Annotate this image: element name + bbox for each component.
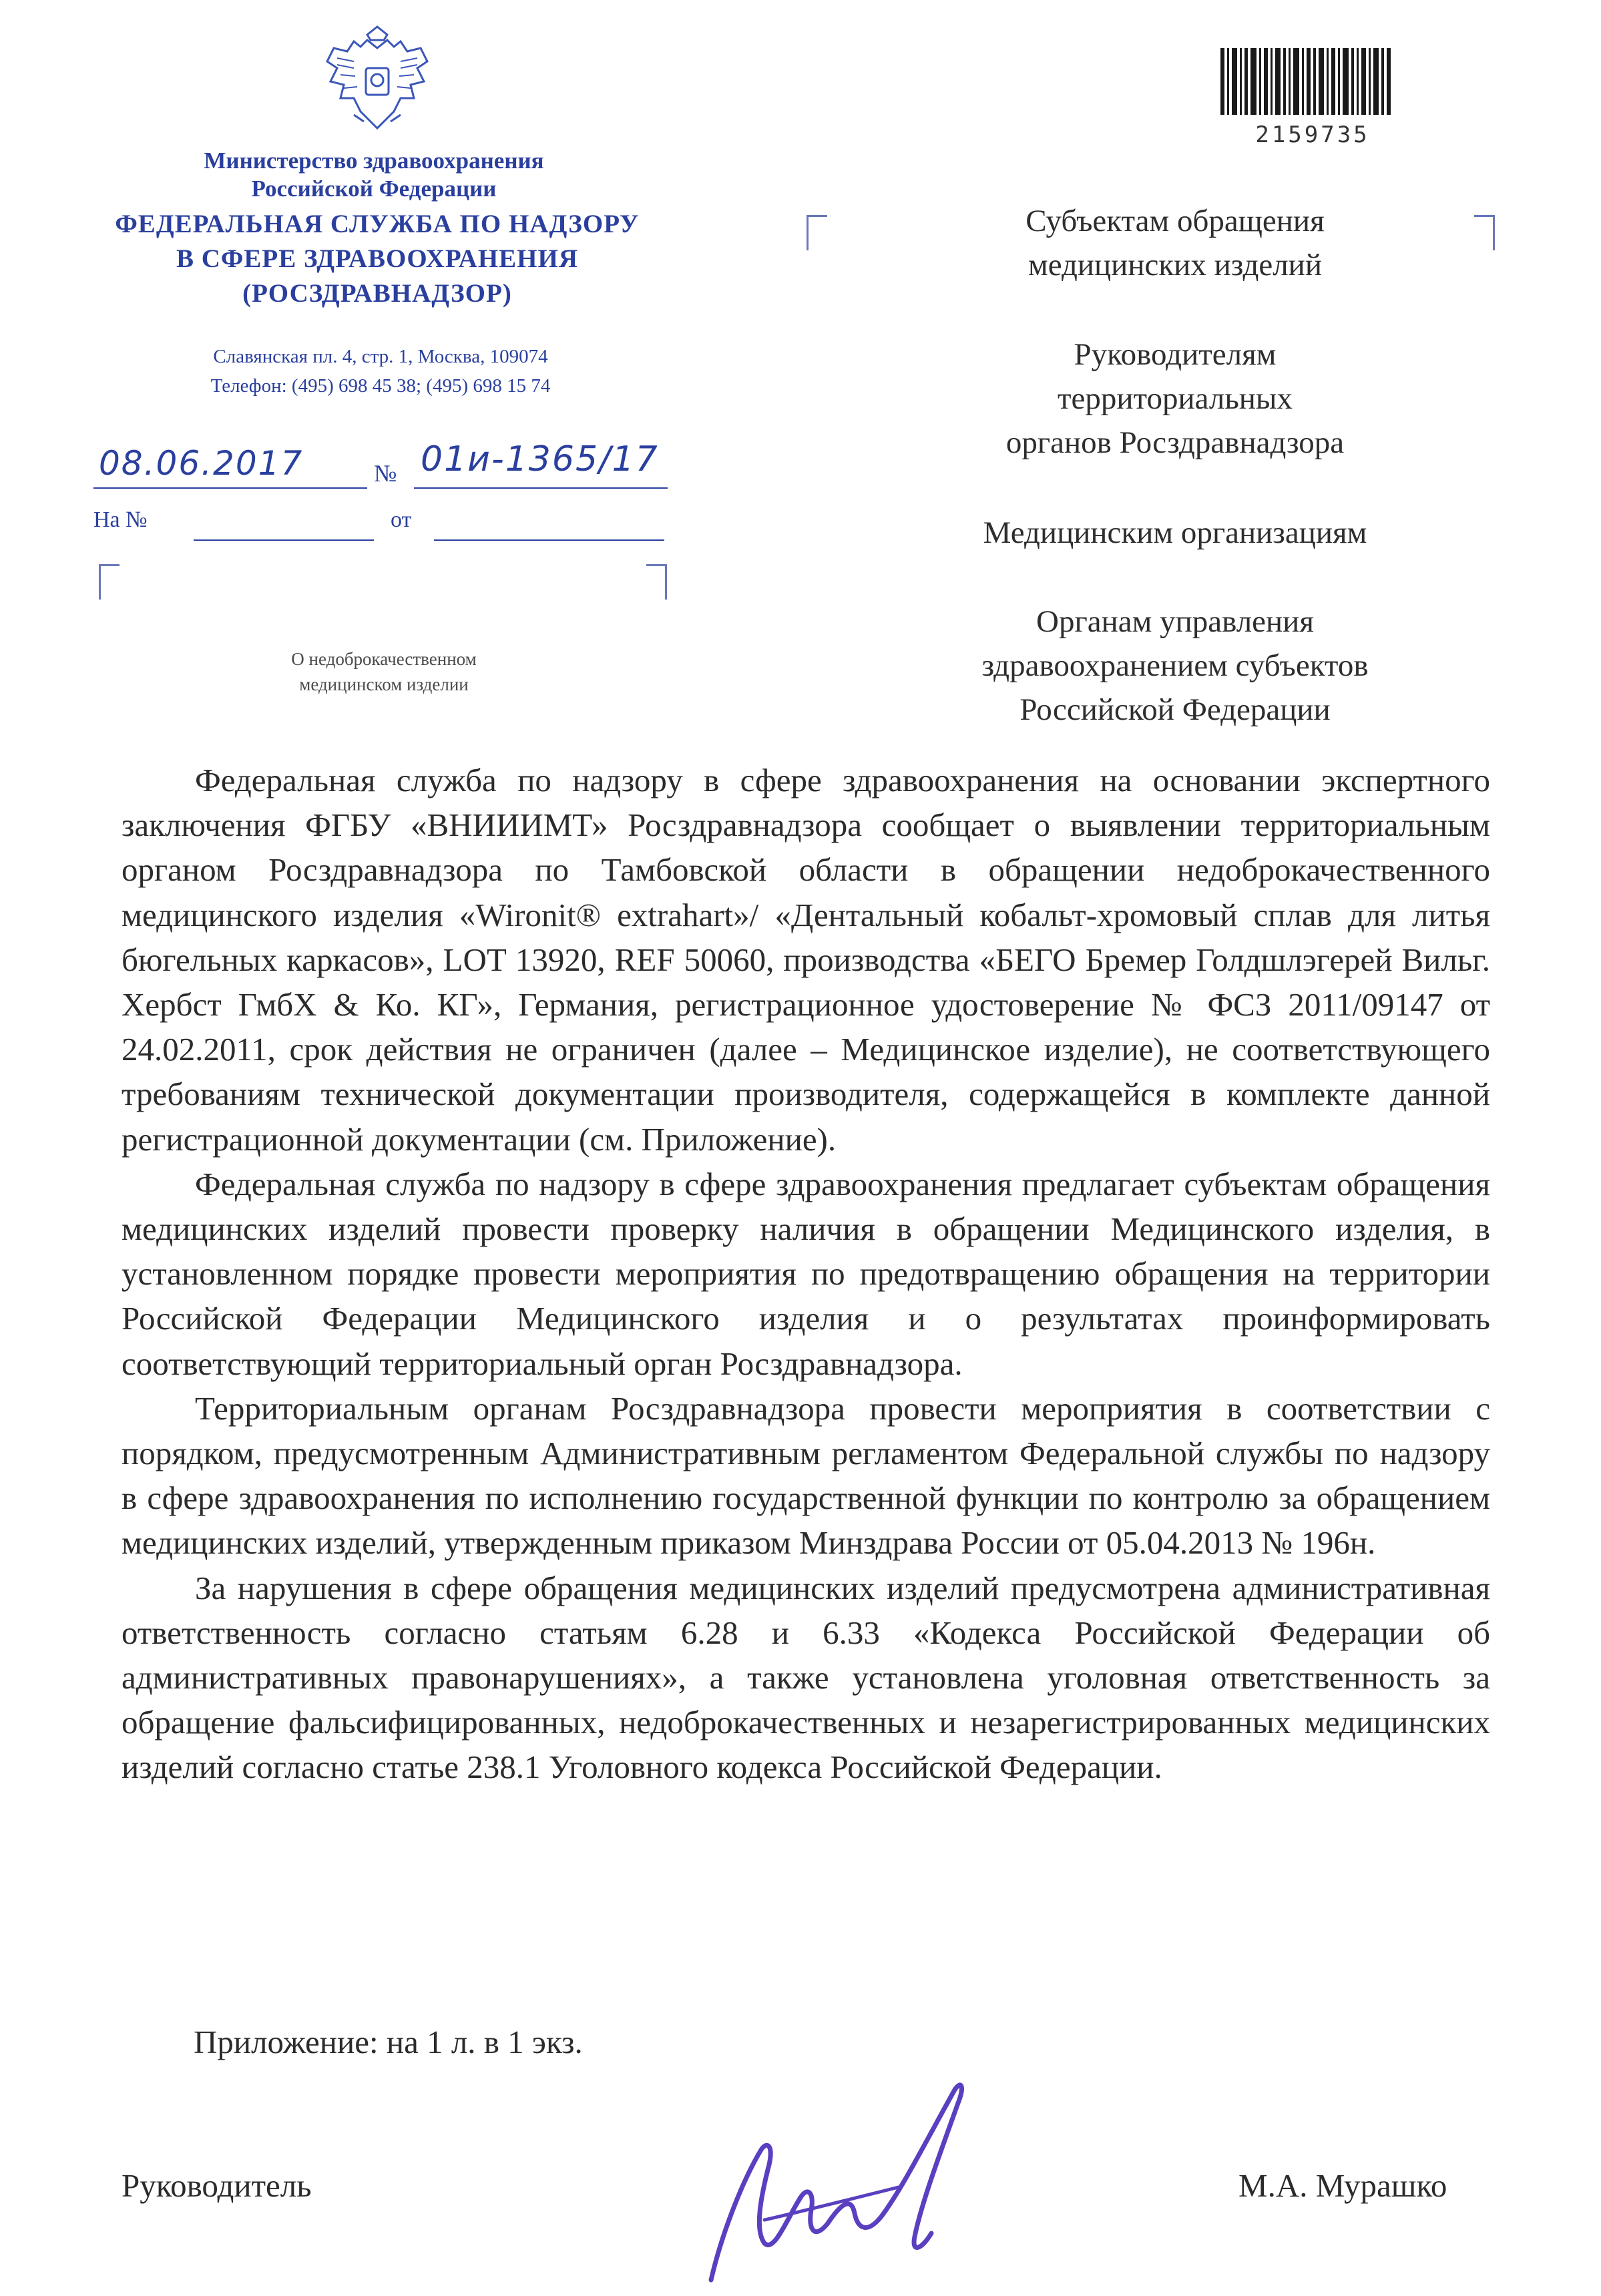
barcode-number: 2159735 (1255, 122, 1370, 148)
subject-corner-left (99, 564, 120, 600)
appendix-note: Приложение: на 1 л. в 1 экз. (194, 2024, 583, 2060)
body-paragraph: Федеральная служба по надзору в сфере здравоохранения на основании экспертного заключения ФГБУ «ВНИИИМТ» Росздравнадзора сообщает о выявлении территориальным органом Росздравнадзора по Тамбовской области в обращении недоброкачественного медицинского изделия «Wironit® extrahart»/ «Дентальный кобальт-хромовый сплав для литья бюгельных каркасов», LOT 13920, REF 50060, производства «БЕГО Бремер Голдшлэгерей Вильг. Хербст ГмбХ & Ко. КГ», Германия, регистрационное удостоверение № ФСЗ 2011/09147 от 24.02.2011, срок действия не ограничен (далее – Медицинское изделие), не соответствующего требованиям технической документации производителя, содержащейся в комплекте данной регистрационной документации (см. Приложение). (122, 762, 1490, 1158)
subject-line-2: медицинском изделии (299, 674, 469, 694)
letterhead-address (140, 342, 621, 401)
handwritten-signature-icon (701, 2070, 1008, 2290)
addressee-corner-left (807, 215, 827, 250)
subject-corner-right (646, 564, 667, 600)
addressee-corner-right (1474, 215, 1495, 250)
reply-number-underline (194, 539, 374, 541)
addressee-line: органов Росздравнадзора (1005, 425, 1345, 460)
subject-line-1: О недоброкачественном (291, 649, 477, 669)
service-name (87, 207, 668, 311)
addressee-line: Органам управления (1036, 604, 1314, 639)
body-paragraph: Территориальным органам Росздравнадзора провести мероприятия в соответствии с порядком, предусмотренным Административным регламентом Федеральной службы по надзору в сфере здравоохранения по исполнению государственной функции по контролю за обращением медицинских изделий, утвержденным приказом Минздрава России от 05.04.2013 № 196н. (122, 1389, 1490, 1562)
addressee-line: Медицинским организациям (983, 515, 1367, 550)
body-paragraph: За нарушения в сфере обращения медицинских изделий предусмотрена административная ответственность согласно статьям 6.28 и 6.33 «Кодекса Российской Федерации об административных правонарушениях», а также установлена уголовная ответственность за обращение фальсифицированных, недоброкачественных и незарегистрированных медицинских изделий согласно статье 238.1 Уголовного кодекса Российской Федерации. (122, 1569, 1490, 1786)
number-sign: № (374, 460, 397, 487)
addressee-block (895, 511, 1455, 555)
addressee-line: медицинских изделий (1027, 248, 1322, 282)
addressee-block (895, 600, 1455, 732)
registration-number: 01и-1365/17 (421, 439, 659, 479)
phone-line: Телефон: (495) 698 45 38; (495) 698 15 74 (210, 375, 551, 397)
registration-date: 08.06.2017 (99, 444, 304, 483)
service-line-1: ФЕДЕРАЛЬНАЯ СЛУЖБА ПО НАДЗОРУ (115, 210, 640, 238)
letter-subject (257, 646, 511, 697)
ministry-line-1: Министерство здравоохранения (204, 148, 544, 174)
ministry-line-2: Российской Федерации (251, 176, 497, 202)
service-line-2: В СФЕРЕ ЗДРАВООХРАНЕНИЯ (176, 244, 579, 273)
addressee-line: здравоохранением субъектов (981, 648, 1369, 683)
reply-date-label: от (391, 507, 412, 532)
addressee-line: территориальных (1057, 381, 1293, 416)
addressee-block (895, 332, 1455, 465)
service-line-3: (РОСЗДРАВНАДЗОР) (242, 279, 512, 308)
reply-to-number-label: На № (93, 507, 148, 532)
addressee-line: Российской Федерации (1019, 692, 1331, 727)
reply-date-underline (434, 539, 664, 541)
signer-name: М.А. Мурашко (1238, 2167, 1447, 2204)
date-underline (93, 487, 367, 489)
addressee-block (895, 199, 1455, 287)
letter-body (122, 758, 1490, 1790)
body-paragraph: Федеральная служба по надзору в сфере здравоохранения предлагает субъектам обращения медицинских изделий провести проверку наличия в обращении Медицинского изделия, в установленном порядке провести мероприятия по предотвращению обращения на территории Российской Федерации Медицинского изделия и о результатах проинформировать соответствующий территориальный орган Росздравнадзора. (122, 1165, 1490, 1382)
addressee-line: Субъектам обращения (1025, 204, 1325, 238)
addressee-line: Руководителям (1074, 337, 1277, 372)
number-underline (414, 487, 668, 489)
ministry-name (154, 147, 594, 203)
signer-role: Руководитель (122, 2167, 312, 2204)
coat-of-arms-icon (314, 21, 441, 138)
address-line: Славянская пл. 4, стр. 1, Москва, 109074 (213, 346, 548, 367)
barcode-icon (1220, 48, 1394, 115)
